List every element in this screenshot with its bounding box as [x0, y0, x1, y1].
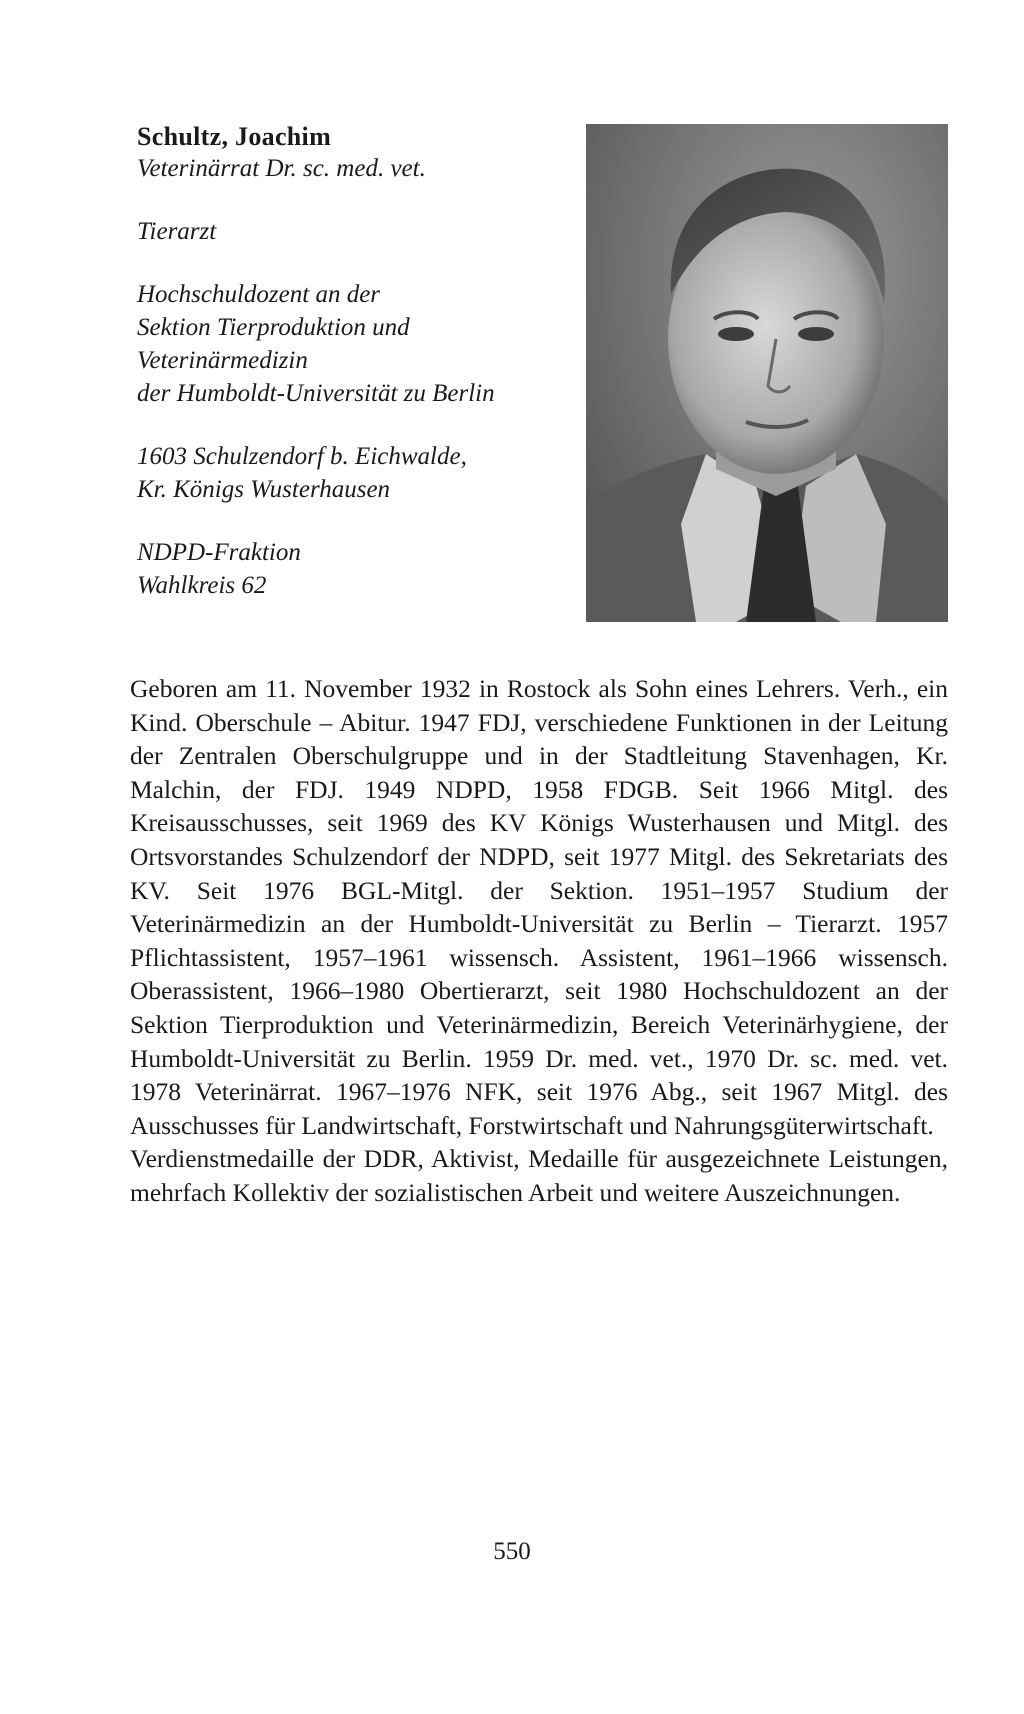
portrait-photo: [586, 124, 948, 622]
address-line: 1603 Schulzendorf b. Eichwalde,: [137, 443, 467, 470]
position-line: Hochschuldozent an der: [137, 281, 381, 308]
address-line: Kr. Königs Wusterhausen: [137, 476, 391, 503]
person-header: [137, 122, 577, 602]
faction-line: Wahlkreis 62: [137, 572, 267, 599]
profession-block: [137, 215, 577, 248]
biography: [130, 672, 948, 1210]
portrait-illustration: [586, 124, 948, 622]
page-number: 550: [493, 1538, 531, 1565]
position-line: der Humboldt-Universität zu Berlin: [137, 380, 495, 407]
position-block: [137, 278, 577, 410]
address-block: [137, 440, 577, 506]
faction-line: NDPD-Fraktion: [137, 539, 301, 566]
faction-block: [137, 536, 577, 602]
position-line: Sektion Tierproduktion und: [137, 314, 410, 341]
biography-paragraph: Geboren am 11. November 1932 in Rostock als Sohn eines Lehrers. Verh., ein Kind. Oberschule – Abitur. 1947 FDJ, verschiedene Funktionen in der Leitung der Zentralen Oberschulgruppe und in der Stadtleitung Stavenhagen, Kr. Malchin, der FDJ. 1949 NDPD, 1958 FDGB. Seit 1966 Mitgl. des Kreisausschusses, seit 1969 des KV Königs Wusterhausen und Mitgl. des Ortsvorstandes Schulzendorf der NDPD, seit 1977 Mitgl. des Sekretariats des KV. Seit 1976 BGL-Mitgl. der Sektion. 1951–1957 Studium der Veterinärmedizin an der Humboldt-Universität zu Berlin – Tierarzt. 1957 Pflichtassistent, 1957–1961 wissensch. Assistent, 1961–1966 wissensch. Oberassistent, 1966–1980 Obertierarzt, seit 1980 Hochschuldozent an der Sektion Tierproduktion und Veterinärmedizin, Bereich Veterinärhygiene, der Humboldt-Universität zu Berlin. 1959 Dr. med. vet., 1970 Dr. sc. med. vet. 1978 Veterinärrat. 1967–1976 NFK, seit 1976 Abg., seit 1967 Mitgl. des Ausschusses für Landwirtschaft, Forstwirtschaft und Nahrungsgüterwirtschaft.: [130, 674, 948, 1140]
person-name: Schultz, Joachim: [137, 122, 332, 151]
person-profession: Tierarzt: [137, 218, 217, 245]
biography-paragraph: Verdienstmedaille der DDR, Aktivist, Medaille für ausgezeichnete Leistungen, mehrfach Kollektiv der sozialistischen Arbeit und weitere Auszeichnungen.: [130, 1144, 948, 1207]
position-line: Veterinärmedizin: [137, 347, 308, 374]
person-title: Veterinärrat Dr. sc. med. vet.: [137, 155, 426, 182]
